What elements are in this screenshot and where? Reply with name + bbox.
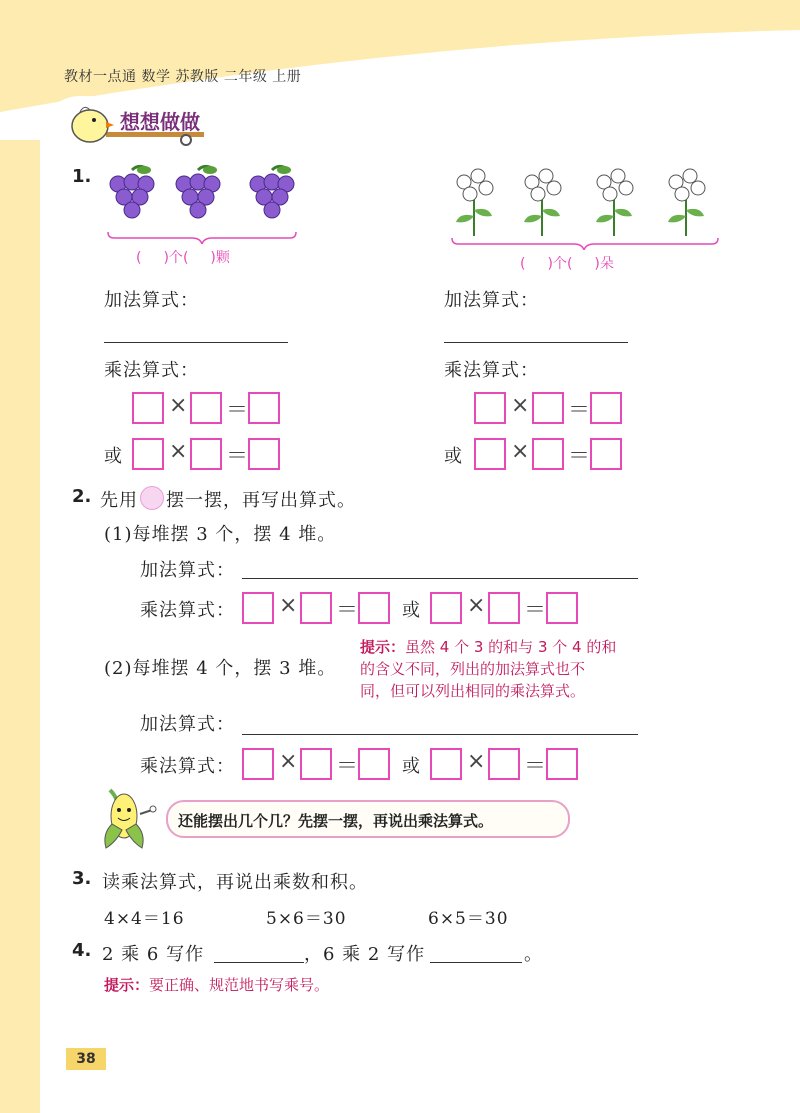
question-3-number: 3.: [72, 868, 92, 889]
q2-p2-box-5[interactable]: [488, 748, 520, 780]
q1-left-box-6[interactable]: [248, 438, 280, 470]
q2-p1-box-4[interactable]: [430, 592, 462, 624]
equals-sign: ＝: [336, 598, 359, 623]
q2-p1-box-2[interactable]: [300, 592, 332, 624]
q2-p2-add-label: 加法算式：: [140, 714, 235, 735]
q1-right-box-4[interactable]: [474, 438, 506, 470]
times-sign: ×: [279, 593, 298, 618]
circle-counter-icon: [140, 486, 164, 510]
q1-left-box-3[interactable]: [248, 392, 280, 424]
times-sign: ×: [279, 749, 298, 774]
q3-equation-1: 4×4＝16: [104, 909, 185, 929]
section-title: 想想做做: [120, 110, 200, 134]
question-4-number: 4.: [72, 940, 92, 961]
q3-text: 读乘法算式，再说出乘数和积。: [102, 872, 368, 893]
q2-p1-box-5[interactable]: [488, 592, 520, 624]
q1-left-add-label: 加法算式：: [104, 290, 199, 311]
q1-left-box-4[interactable]: [132, 438, 164, 470]
q4-answer-line-1[interactable]: [214, 962, 304, 963]
equals-sign: ＝: [226, 444, 249, 469]
equals-sign: ＝: [568, 398, 591, 423]
q2-p1-add-label: 加法算式：: [140, 560, 235, 581]
q1-right-box-5[interactable]: [532, 438, 564, 470]
corn-mascot-icon: [96, 784, 162, 854]
q2-p1-box-6[interactable]: [546, 592, 578, 624]
page-number: 38: [66, 1048, 106, 1070]
q2-p1-box-3[interactable]: [358, 592, 390, 624]
q1-right-add-label: 加法算式：: [444, 290, 539, 311]
equals-sign: ＝: [524, 598, 547, 623]
q2-p2-mul-label: 乘法算式：: [140, 756, 235, 777]
q2-p2-box-3[interactable]: [358, 748, 390, 780]
roses-illustration: [444, 166, 726, 250]
times-sign: ×: [511, 439, 530, 464]
times-sign: ×: [467, 593, 486, 618]
roses-caption: ( )个( )朵: [520, 256, 614, 272]
or-label: 或: [444, 446, 463, 467]
q2-p1-add-answer-line[interactable]: [242, 578, 638, 579]
q1-right-box-1[interactable]: [474, 392, 506, 424]
q4-hint: 提示：要正确、规范地书写乘号。: [104, 976, 330, 994]
q3-equation-3: 6×5＝30: [428, 909, 509, 929]
q2-p2-box-2[interactable]: [300, 748, 332, 780]
q4-part1: 2 乘 6 写作: [102, 944, 205, 965]
equals-sign: ＝: [568, 444, 591, 469]
book-header: 教材一点通 数学 苏教版 二年级 上册: [64, 69, 302, 85]
q4-end: 。: [524, 944, 543, 965]
q2-hint: 提示：虽然 4 个 3 的和与 3 个 4 的和 的含义不同，列出的加法算式也不 同，但可以列出相同的乘法算式。: [360, 638, 617, 700]
q1-left-add-answer-line[interactable]: [104, 342, 288, 343]
q1-right-box-6[interactable]: [590, 438, 622, 470]
q2-p2-add-answer-line[interactable]: [242, 734, 638, 735]
times-sign: ×: [467, 749, 486, 774]
q2-p1-box-1[interactable]: [242, 592, 274, 624]
q1-left-box-2[interactable]: [190, 392, 222, 424]
q2-part2: (2)每堆摆 4 个，摆 3 堆。: [104, 658, 337, 679]
q2-p2-box-4[interactable]: [430, 748, 462, 780]
q1-left-mul-label: 乘法算式：: [104, 360, 199, 381]
q3-equation-2: 5×6＝30: [266, 909, 347, 929]
times-sign: ×: [169, 393, 188, 418]
q1-right-add-answer-line[interactable]: [444, 342, 628, 343]
equals-sign: ＝: [524, 754, 547, 779]
grapes-caption: ( )个( )颗: [136, 250, 230, 266]
q2-p1-mul-label: 乘法算式：: [140, 600, 235, 621]
q2-p2-box-6[interactable]: [546, 748, 578, 780]
q4-part2: ，6 乘 2 写作: [304, 944, 426, 965]
times-sign: ×: [511, 393, 530, 418]
or-label: 或: [104, 446, 123, 467]
question-1-number: 1.: [72, 166, 92, 187]
q2-part1: (1)每堆摆 3 个，摆 4 堆。: [104, 524, 337, 545]
q1-right-box-3[interactable]: [590, 392, 622, 424]
q1-right-box-2[interactable]: [532, 392, 564, 424]
or-label: 或: [402, 756, 421, 777]
q2-p2-box-1[interactable]: [242, 748, 274, 780]
q2-intro: 先用 摆一摆，再写出算式。: [100, 486, 356, 512]
q1-left-box-1[interactable]: [132, 392, 164, 424]
grapes-illustration: [104, 164, 300, 244]
times-sign: ×: [169, 439, 188, 464]
equals-sign: ＝: [226, 398, 249, 423]
question-2-number: 2.: [72, 486, 92, 507]
q1-left-box-5[interactable]: [190, 438, 222, 470]
q4-answer-line-2[interactable]: [430, 962, 522, 963]
speech-bubble: 还能摆出几个几？先摆一摆，再说出乘法算式。: [166, 800, 570, 838]
or-label: 或: [402, 600, 421, 621]
q1-right-mul-label: 乘法算式：: [444, 360, 539, 381]
equals-sign: ＝: [336, 754, 359, 779]
